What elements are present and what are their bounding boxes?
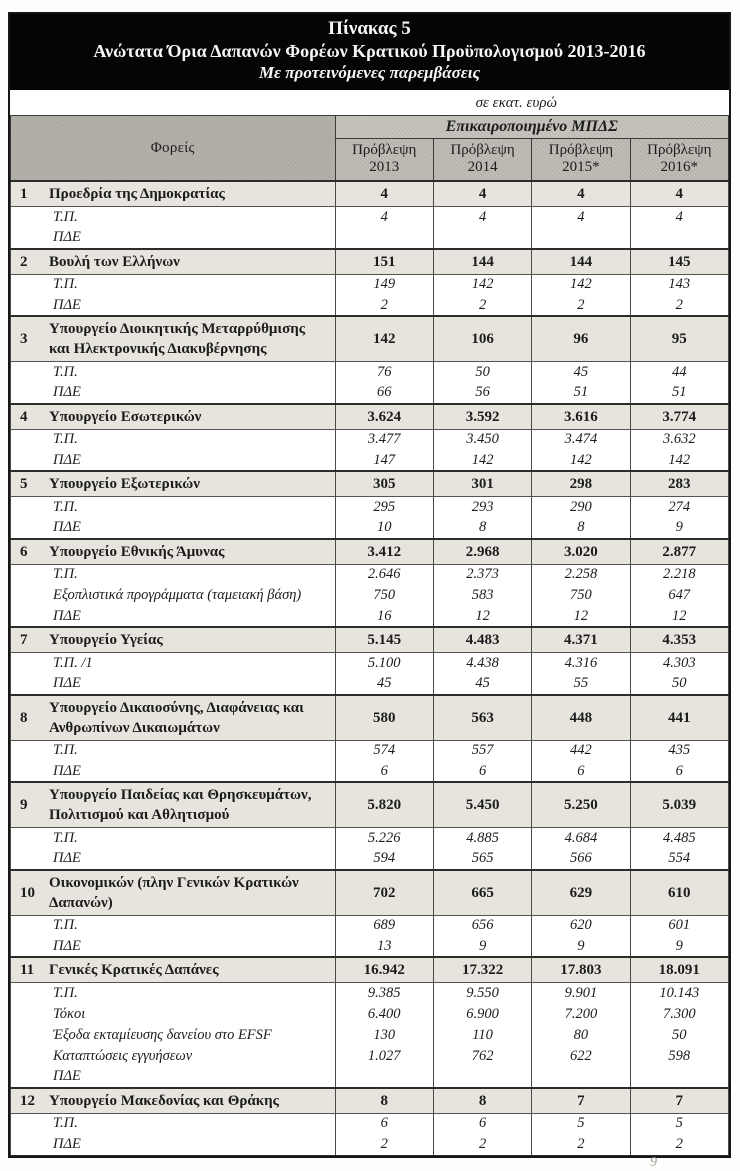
sub-row-value: 142 — [630, 450, 728, 471]
entity-row-6 — [11, 539, 729, 565]
sub-row-value: 656 — [433, 915, 531, 936]
sub-row-value — [630, 1067, 728, 1088]
sub-row-value: 4.303 — [630, 653, 728, 674]
forecast-value: 4 — [433, 181, 531, 207]
forecast-column-header-2013: Πρόβλεψη 2013 — [335, 139, 433, 182]
forecast-value: 5.145 — [335, 627, 433, 653]
sub-row — [11, 1025, 729, 1046]
sub-row-value: 2 — [433, 1134, 531, 1155]
forecast-value: 16.942 — [335, 957, 433, 983]
entity-cell — [11, 957, 336, 983]
sub-row-value: 4 — [630, 207, 728, 228]
forecast-column-header-2016: Πρόβλεψη 2016* — [630, 139, 728, 182]
sub-row-label: Τ.Π. — [11, 915, 336, 936]
sub-row-value: 2.258 — [532, 564, 630, 585]
sub-row — [11, 1113, 729, 1134]
sub-row-label: ΠΔΕ — [11, 761, 336, 782]
page-number: 9 — [650, 1155, 657, 1170]
sub-row-value: 4 — [532, 207, 630, 228]
sub-row-value: 598 — [630, 1046, 728, 1067]
forecast-value: 283 — [630, 471, 728, 497]
sub-row-label: ΠΔΕ — [11, 518, 336, 539]
entity-number: 7 — [20, 632, 28, 648]
entity-row-3 — [11, 316, 729, 362]
table-number-title: Πίνακας 5 — [328, 18, 411, 39]
entity-cell — [11, 181, 336, 207]
sub-row-value: 50 — [630, 1025, 728, 1046]
entity-number: 11 — [20, 962, 35, 978]
sub-row-value: 762 — [433, 1046, 531, 1067]
sub-row-value: 12 — [433, 606, 531, 627]
forecast-column-header-2014: Πρόβλεψη 2014 — [433, 139, 531, 182]
sub-row-value: 2.646 — [335, 564, 433, 585]
entity-cell — [11, 539, 336, 565]
sub-row-value: 3.450 — [433, 429, 531, 450]
sub-row-value: 10 — [335, 518, 433, 539]
table-subtitle: Με προτεινόμενες παρεμβάσεις — [258, 63, 481, 82]
sub-row-value: 622 — [532, 1046, 630, 1067]
forecast-value: 5.039 — [630, 782, 728, 828]
sub-row-value: 5.100 — [335, 653, 433, 674]
sub-row-value: 110 — [433, 1025, 531, 1046]
sub-row-value: 9.901 — [532, 983, 630, 1004]
sub-row-value: 4 — [335, 207, 433, 228]
sub-row — [11, 362, 729, 383]
sub-row-value: 2.218 — [630, 564, 728, 585]
forecast-value: 17.322 — [433, 957, 531, 983]
sub-row-label: Τ.Π. — [11, 564, 336, 585]
entity-row-1 — [11, 181, 729, 207]
entity-name: Υπουργείο Εξωτερικών — [49, 476, 200, 492]
sub-row-value: 647 — [630, 585, 728, 606]
forecast-value: 305 — [335, 471, 433, 497]
table-main-title: Ανώτατα Όρια Δαπανών Φορέων Κρατικού Προϋπολογισμού 2013-2016 — [93, 41, 646, 61]
sub-row-value: 2 — [433, 295, 531, 316]
sub-row-value: 142 — [532, 450, 630, 471]
sub-row-label: Τόκοι — [11, 1004, 336, 1025]
sub-row — [11, 674, 729, 695]
entity-cell — [11, 316, 336, 362]
entity-number: 1 — [20, 186, 28, 202]
entity-number: 4 — [20, 408, 28, 425]
sub-row-value — [433, 228, 531, 249]
forecast-value: 145 — [630, 249, 728, 275]
sub-row-value: 5.226 — [335, 828, 433, 849]
sub-row-value: 3.632 — [630, 429, 728, 450]
sub-row-value: 4.316 — [532, 653, 630, 674]
entity-name: Υπουργείο Εθνικής Άμυνας — [49, 543, 225, 560]
sub-row-label: ΠΔΕ — [11, 1067, 336, 1088]
table-body — [11, 181, 729, 1155]
sub-row — [11, 1004, 729, 1025]
sub-row-label: Καταπτώσεις εγγυήσεων — [11, 1046, 336, 1067]
sub-row-value: 13 — [335, 936, 433, 957]
entity-name: Υπουργείο Εσωτερικών — [49, 408, 202, 425]
sub-row-value: 142 — [433, 274, 531, 295]
sub-row-label: Τ.Π. — [11, 497, 336, 518]
sub-row-value: 130 — [335, 1025, 433, 1046]
sub-row-label: ΠΔΕ — [11, 383, 336, 404]
sub-row-value: 45 — [532, 362, 630, 383]
sub-row-value: 6.900 — [433, 1004, 531, 1025]
sub-row-value: 1.027 — [335, 1046, 433, 1067]
sub-row-value: 6 — [433, 761, 531, 782]
sub-row-value: 6 — [433, 1113, 531, 1134]
entity-name: Οικονομικών (πλην Γενικών Κρατικών Δαπανών) — [49, 874, 299, 911]
sub-row-value: 601 — [630, 915, 728, 936]
sub-row-value: 566 — [532, 849, 630, 870]
forecast-value: 4.371 — [532, 627, 630, 653]
sub-row-value: 3.477 — [335, 429, 433, 450]
sub-row-value: 442 — [532, 740, 630, 761]
sub-row-value: 80 — [532, 1025, 630, 1046]
sub-row-value: 557 — [433, 740, 531, 761]
sub-row-label: ΠΔΕ — [11, 295, 336, 316]
sub-row — [11, 518, 729, 539]
sub-row-value — [335, 228, 433, 249]
sub-row-value: 7.200 — [532, 1004, 630, 1025]
forecast-value: 7 — [630, 1088, 728, 1114]
entity-number: 6 — [20, 543, 28, 560]
sub-row-value: 16 — [335, 606, 433, 627]
forecast-value: 151 — [335, 249, 433, 275]
sub-row-label: ΠΔΕ — [11, 674, 336, 695]
sub-row-value: 2 — [335, 295, 433, 316]
sub-row — [11, 653, 729, 674]
sub-row-value: 2 — [630, 1134, 728, 1155]
entity-number: 9 — [20, 797, 28, 813]
sub-row-value — [532, 1067, 630, 1088]
sub-row-value: 620 — [532, 915, 630, 936]
sub-row-value: 45 — [335, 674, 433, 695]
entity-row-8 — [11, 695, 729, 741]
sub-row-value: 6 — [630, 761, 728, 782]
forecast-value: 7 — [532, 1088, 630, 1114]
sub-row-value: 7.300 — [630, 1004, 728, 1025]
table-title-block — [10, 14, 729, 90]
sub-row-label: Τ.Π. — [11, 983, 336, 1004]
forecast-value: 4.353 — [630, 627, 728, 653]
forecast-value: 18.091 — [630, 957, 728, 983]
sub-row — [11, 1067, 729, 1088]
sub-row-value: 51 — [630, 383, 728, 404]
forecast-value: 5.450 — [433, 782, 531, 828]
unit-note-row — [10, 90, 729, 115]
sub-row-value: 6 — [532, 761, 630, 782]
forecast-value: 610 — [630, 870, 728, 916]
sub-row-label: Τ.Π. — [11, 207, 336, 228]
entity-row-2 — [11, 249, 729, 275]
sub-row-value: 9.550 — [433, 983, 531, 1004]
sub-row-value: 5 — [630, 1113, 728, 1134]
sub-row — [11, 207, 729, 228]
sub-row-value — [335, 1067, 433, 1088]
entity-name: Υπουργείο Υγείας — [49, 632, 163, 648]
forecast-value: 96 — [532, 316, 630, 362]
forecast-column-header-2015: Πρόβλεψη 2015* — [532, 139, 630, 182]
sub-row — [11, 936, 729, 957]
entity-cell — [11, 627, 336, 653]
forecast-value: 95 — [630, 316, 728, 362]
sub-row — [11, 606, 729, 627]
sub-row-label: Τ.Π. — [11, 362, 336, 383]
sub-row-value: 9 — [433, 936, 531, 957]
sub-row-value: 4.684 — [532, 828, 630, 849]
sub-row-label: ΠΔΕ — [11, 228, 336, 249]
sub-row-value: 149 — [335, 274, 433, 295]
entity-cell — [11, 471, 336, 497]
forecast-value: 448 — [532, 695, 630, 741]
forecast-value: 2.968 — [433, 539, 531, 565]
forecast-value: 142 — [335, 316, 433, 362]
sub-row-value: 142 — [532, 274, 630, 295]
forecast-value: 8 — [335, 1088, 433, 1114]
entity-number: 8 — [20, 709, 28, 726]
sub-row — [11, 429, 729, 450]
entity-number: 2 — [20, 253, 28, 270]
forecast-value: 144 — [532, 249, 630, 275]
entity-name: Βουλή των Ελλήνων — [49, 253, 180, 270]
sub-row-value: 5 — [532, 1113, 630, 1134]
sub-row-value: 3.474 — [532, 429, 630, 450]
sub-row-value: 4.438 — [433, 653, 531, 674]
entity-cell — [11, 695, 336, 741]
forecast-value: 301 — [433, 471, 531, 497]
sub-row-value: 583 — [433, 585, 531, 606]
entity-name: Υπουργείο Διοικητικής Μεταρρύθμισης και Ηλεκτρονικής Διακυβέρνησης — [49, 321, 306, 357]
sub-row — [11, 849, 729, 870]
entity-cell — [11, 782, 336, 828]
sub-row-value: 66 — [335, 383, 433, 404]
sub-row-value: 10.143 — [630, 983, 728, 1004]
forecast-value: 5.250 — [532, 782, 630, 828]
sub-row-label: ΠΔΕ — [11, 606, 336, 627]
forecast-value: 4 — [532, 181, 630, 207]
sub-row-label: Τ.Π. — [11, 1113, 336, 1134]
forecast-value: 144 — [433, 249, 531, 275]
sub-row-value: 295 — [335, 497, 433, 518]
sub-row — [11, 828, 729, 849]
sub-row-value: 2 — [630, 295, 728, 316]
sub-row-label: ΠΔΕ — [11, 936, 336, 957]
sub-row-value: 689 — [335, 915, 433, 936]
sub-row-value — [433, 1067, 531, 1088]
forecast-value: 8 — [433, 1088, 531, 1114]
entity-row-12 — [11, 1088, 729, 1114]
forecast-value: 5.820 — [335, 782, 433, 828]
sub-row-value: 2 — [335, 1134, 433, 1155]
sub-row — [11, 915, 729, 936]
sub-row-value: 76 — [335, 362, 433, 383]
sub-row-value — [532, 228, 630, 249]
sub-row-value: 4.885 — [433, 828, 531, 849]
forecast-value: 702 — [335, 870, 433, 916]
sub-row-value: 50 — [433, 362, 531, 383]
sub-row-value: 290 — [532, 497, 630, 518]
sub-row — [11, 274, 729, 295]
forecast-value: 665 — [433, 870, 531, 916]
sub-row-label: ΠΔΕ — [11, 450, 336, 471]
sub-row-value: 12 — [630, 606, 728, 627]
sub-row-label: Τ.Π. — [11, 429, 336, 450]
entity-row-4 — [11, 404, 729, 430]
sub-row-value: 4 — [433, 207, 531, 228]
forecast-value: 3.592 — [433, 404, 531, 430]
table-frame — [8, 12, 731, 1158]
sub-row-value: 554 — [630, 849, 728, 870]
forecast-value: 3.616 — [532, 404, 630, 430]
sub-row-value: 274 — [630, 497, 728, 518]
sub-row-value: 12 — [532, 606, 630, 627]
forecast-value: 3.020 — [532, 539, 630, 565]
sub-row-value: 143 — [630, 274, 728, 295]
sub-row-value: 9 — [630, 936, 728, 957]
sub-row-value: 8 — [433, 518, 531, 539]
forecast-value: 563 — [433, 695, 531, 741]
sub-row — [11, 228, 729, 249]
sub-row-value: 147 — [335, 450, 433, 471]
forecast-value: 17.803 — [532, 957, 630, 983]
entity-row-11 — [11, 957, 729, 983]
forecast-value: 106 — [433, 316, 531, 362]
entity-row-10 — [11, 870, 729, 916]
sub-row — [11, 1134, 729, 1155]
sub-row-value: 6.400 — [335, 1004, 433, 1025]
sub-row-value: 9.385 — [335, 983, 433, 1004]
forecast-value: 3.412 — [335, 539, 433, 565]
sub-row — [11, 497, 729, 518]
sub-row-value: 293 — [433, 497, 531, 518]
sub-row — [11, 1046, 729, 1067]
sub-row-value: 45 — [433, 674, 531, 695]
entity-name: Υπουργείο Μακεδονίας και Θράκης — [49, 1092, 279, 1109]
forecast-value: 4.483 — [433, 627, 531, 653]
entity-cell — [11, 1088, 336, 1114]
entity-name: Υπουργείο Παιδείας και Θρησκευμάτων, Πολιτισμού και Αθλητισμού — [49, 787, 312, 823]
sub-row-value: 142 — [433, 450, 531, 471]
sub-row — [11, 450, 729, 471]
sub-row-value: 4.485 — [630, 828, 728, 849]
sub-row-value: 2 — [532, 1134, 630, 1155]
sub-row — [11, 383, 729, 404]
entity-cell — [11, 870, 336, 916]
entity-column-header: Φορείς — [11, 116, 336, 182]
sub-row — [11, 585, 729, 606]
forecast-value: 4 — [335, 181, 433, 207]
sub-row-value: 594 — [335, 849, 433, 870]
entity-number: 10 — [20, 884, 35, 901]
entity-cell — [11, 404, 336, 430]
sub-row — [11, 295, 729, 316]
sub-row — [11, 761, 729, 782]
sub-row-label: Τ.Π. /1 — [11, 653, 336, 674]
sub-row-value: 565 — [433, 849, 531, 870]
budget-ceilings-table — [10, 115, 729, 1156]
entity-number: 12 — [20, 1092, 35, 1109]
forecast-value: 298 — [532, 471, 630, 497]
sub-row-value: 56 — [433, 383, 531, 404]
sub-row — [11, 983, 729, 1004]
entity-row-9 — [11, 782, 729, 828]
unit-note: σε εκατ. ευρώ — [475, 95, 557, 111]
sub-row-label: Τ.Π. — [11, 828, 336, 849]
group-column-header: Επικαιροποιημένο ΜΠΔΣ — [335, 116, 728, 139]
forecast-value: 3.774 — [630, 404, 728, 430]
forecast-value: 4 — [630, 181, 728, 207]
sub-row-value: 44 — [630, 362, 728, 383]
sub-row-value: 6 — [335, 761, 433, 782]
forecast-value: 3.624 — [335, 404, 433, 430]
forecast-value: 441 — [630, 695, 728, 741]
entity-name: Προεδρία της Δημοκρατίας — [49, 186, 225, 202]
entity-number: 5 — [20, 476, 28, 492]
sub-row-label: ΠΔΕ — [11, 1134, 336, 1155]
sub-row-value: 435 — [630, 740, 728, 761]
sub-row-label: Τ.Π. — [11, 274, 336, 295]
sub-row-value: 9 — [532, 936, 630, 957]
sub-row-value: 750 — [335, 585, 433, 606]
sub-row-label: Τ.Π. — [11, 740, 336, 761]
sub-row-value: 2.373 — [433, 564, 531, 585]
sub-row-value: 8 — [532, 518, 630, 539]
entity-name: Υπουργείο Δικαιοσύνης, Διαφάνειας και Ανθρωπίνων Δικαιωμάτων — [49, 699, 304, 736]
forecast-value: 580 — [335, 695, 433, 741]
sub-row-value: 51 — [532, 383, 630, 404]
sub-row-value: 9 — [630, 518, 728, 539]
sub-row-value: 50 — [630, 674, 728, 695]
entity-number: 3 — [20, 331, 28, 347]
forecast-value: 629 — [532, 870, 630, 916]
forecast-value: 2.877 — [630, 539, 728, 565]
entity-cell — [11, 249, 336, 275]
entity-name: Γενικές Κρατικές Δαπάνες — [49, 962, 219, 978]
sub-row-label: ΠΔΕ — [11, 849, 336, 870]
sub-row-value: 574 — [335, 740, 433, 761]
sub-row-value: 750 — [532, 585, 630, 606]
sub-row-value: 55 — [532, 674, 630, 695]
sub-row — [11, 740, 729, 761]
table-header — [11, 116, 729, 182]
entity-row-5 — [11, 471, 729, 497]
sub-row-value: 2 — [532, 295, 630, 316]
sub-row-label: Έξοδα εκταμίευσης δανείου στο EFSF — [11, 1025, 336, 1046]
entity-row-7 — [11, 627, 729, 653]
sub-row-value — [630, 228, 728, 249]
sub-row-value: 6 — [335, 1113, 433, 1134]
sub-row-label: Εξοπλιστικά προγράμματα (ταμειακή βάση) — [11, 585, 336, 606]
sub-row — [11, 564, 729, 585]
